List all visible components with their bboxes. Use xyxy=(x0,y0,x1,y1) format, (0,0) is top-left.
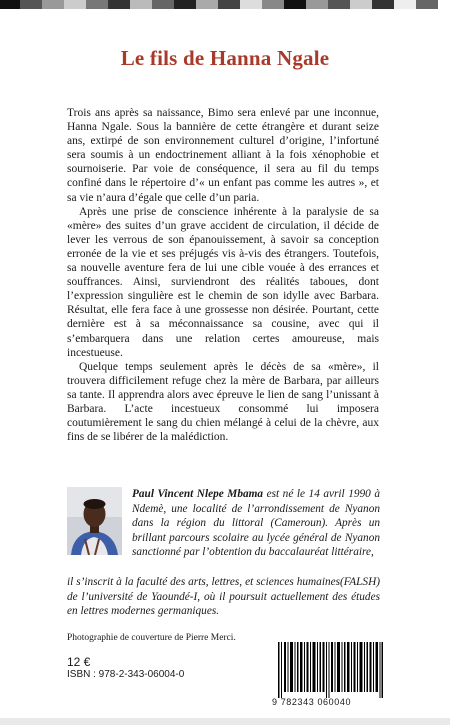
author-biography xyxy=(132,487,380,560)
barcode-number: 9 782343 060040 xyxy=(272,697,352,707)
author-photo xyxy=(67,487,122,555)
isbn: ISBN : 978-2-343-06004-0 xyxy=(67,669,185,680)
photo-credit: Photographie de couverture de Pierre Merci. xyxy=(67,633,236,643)
price: 12 € xyxy=(67,655,91,669)
barcode-icon xyxy=(278,642,383,698)
blurb-paragraph: Quelque temps seulement après le décès de sa «mère», il trouvera difficilement refuge chez la mère de Barbara, par ailleurs sa tante. Il apprendra alors avec épreuve le lien de sang l’unissant à Barbara. L’acte incestueux consommé lui imposera coutumièrement le sang du chien mélangé à celui de la chèvre, aux fins de se libérer de la malédiction. xyxy=(67,360,379,444)
author-bio-continued xyxy=(67,575,380,619)
top-color-bar xyxy=(0,0,450,9)
blurb-paragraph: Après une prise de conscience inhérente à la paralysie de sa «mère» des suites d’un grave accident de circulation, il décide de lever les verrous de son épanouissement, à savoir sa conception erronée de la vie et ses préjugés vis à-vis des étrangers. Toutefois, sa nouvelle aventure fera de lui une cible vouée à des errances et souffrances. Ainsi, surviendront des réalités taboues, dont l’expression singulière est le chemin de son idylle avec Barbara. Résultat, elle fera face à une grossesse non désirée. Pourtant, cette dernière est à sa méconnaissance sa cousine, avec qui il s’embarquera dans une relation certes amoureuse, mais incestueuse. xyxy=(67,205,379,359)
author-bio-text-rest: il s’inscrit à la faculté des arts, lettres, et sciences humaines(FALSH) de l’université de Yaoundé-I, où il poursuit actuellement des études en lettres modernes germaniques. xyxy=(67,576,380,618)
blurb-paragraph: Trois ans après sa naissance, Bimo sera enlevé par une inconnue, Hanna Ngale. Sous la bannière de cette étrangère et durant seize ans, extirpé de son environnement culturel d’origine, l’infortuné sera soumis à un endoctrinement alliant à la fois xénophobie et sournoiserie. Par voie de conséquence, il sera au fil du temps confiné dans le répertoire d’« un enfant pas comme les autres », et sa vie n’aura d’égale que celle d’un paria. xyxy=(67,107,379,204)
bottom-strip xyxy=(0,718,450,725)
author-bio-text: est né le 14 avril 1990 à Ndemè, une localité de l’arrondissement de Nyanon dans la région du littoral (Cameroun). Après un brillant parcours scolaire au lycée général de Nyanon sanctionné par l’obtention du baccalauréat littéraire, xyxy=(132,488,380,559)
book-title: Le fils de Hanna Ngale xyxy=(120,46,330,70)
author-name: Paul Vincent Nlepe Mbama xyxy=(132,488,264,500)
author-portrait-icon xyxy=(67,487,122,555)
back-cover-blurb xyxy=(67,106,379,444)
